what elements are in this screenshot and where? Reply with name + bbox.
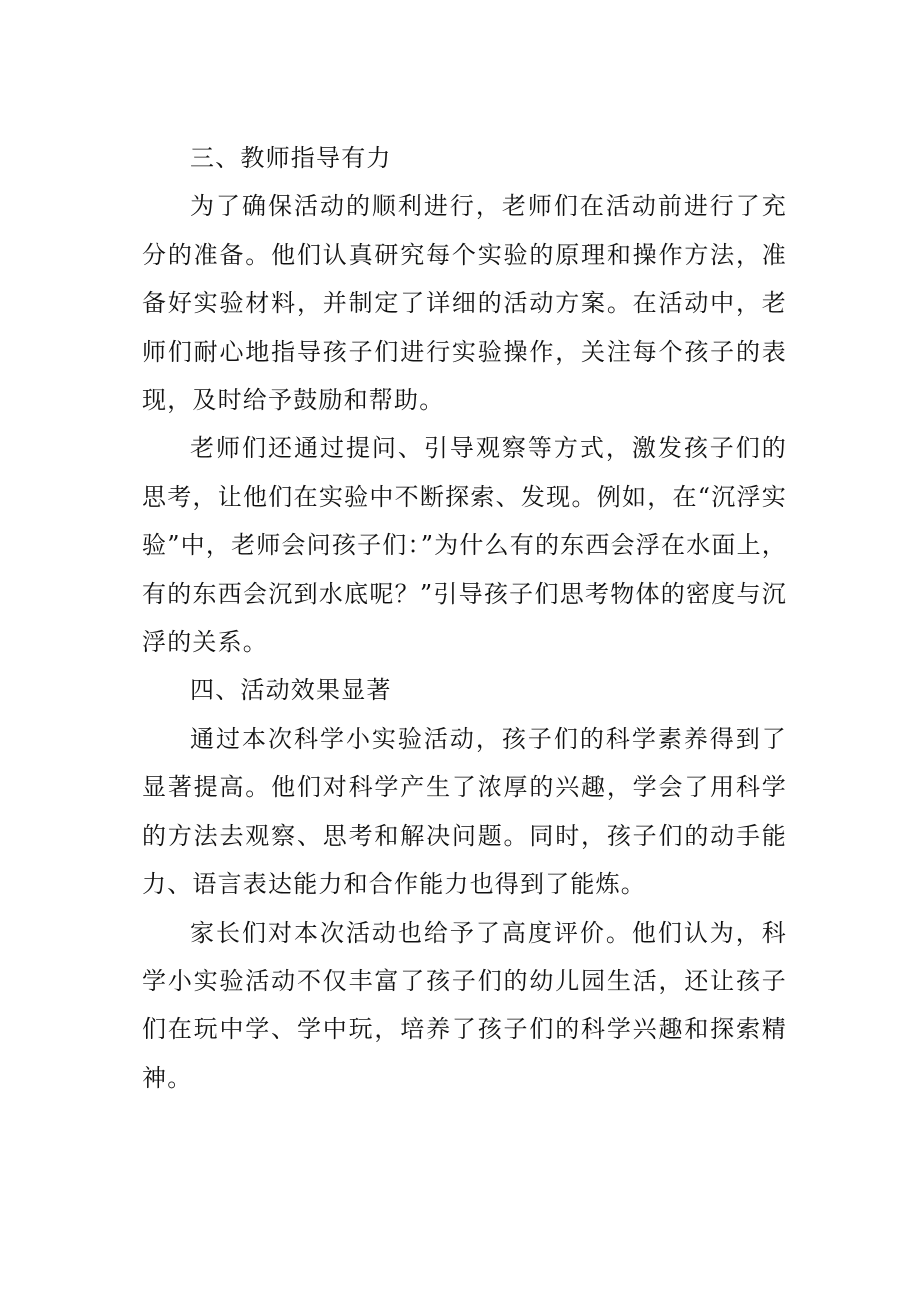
paragraph-teacher-preparation: 为了确保活动的顺利进行，老师们在活动前进行了充分的准备。他们认真研究每个实验的原理和操作方法，准备好实验材料，并制定了详细的活动方案。在活动中，老师们耐心地指导孩子们进行实验操作，关注每个孩子的表现，及时给予鼓励和帮助。	[142, 192, 787, 415]
section-heading-activity-effect: 四、活动效果显著	[190, 676, 392, 705]
paragraph-parent-evaluation: 家长们对本次活动也给予了高度评价。他们认为，科学小实验活动不仅丰富了孩子们的幼儿园生活，还让孩子们在玩中学、学中玩，培养了孩子们的科学兴趣和探索精神。	[142, 918, 787, 1092]
paragraph-teacher-questioning: 老师们还通过提问、引导观察等方式，激发孩子们的思考，让他们在实验中不断探索、发现。例如，在“沉浮实验”中，老师会问孩子们：”为什么有的东西会浮在水面上，有的东西会沉到水底呢？”引导孩子们思考物体的密度与沉浮的关系。	[142, 434, 787, 657]
paragraph-science-literacy: 通过本次科学小实验活动，孩子们的科学素养得到了显著提高。他们对科学产生了浓厚的兴趣，学会了用科学的方法去观察、思考和解决问题。同时，孩子们的动手能力、语言表达能力和合作能力也得到了能炼。	[142, 724, 787, 899]
document-body	[142, 134, 787, 1102]
section-heading-teacher-guidance: 三、教师指导有力	[190, 144, 392, 172]
